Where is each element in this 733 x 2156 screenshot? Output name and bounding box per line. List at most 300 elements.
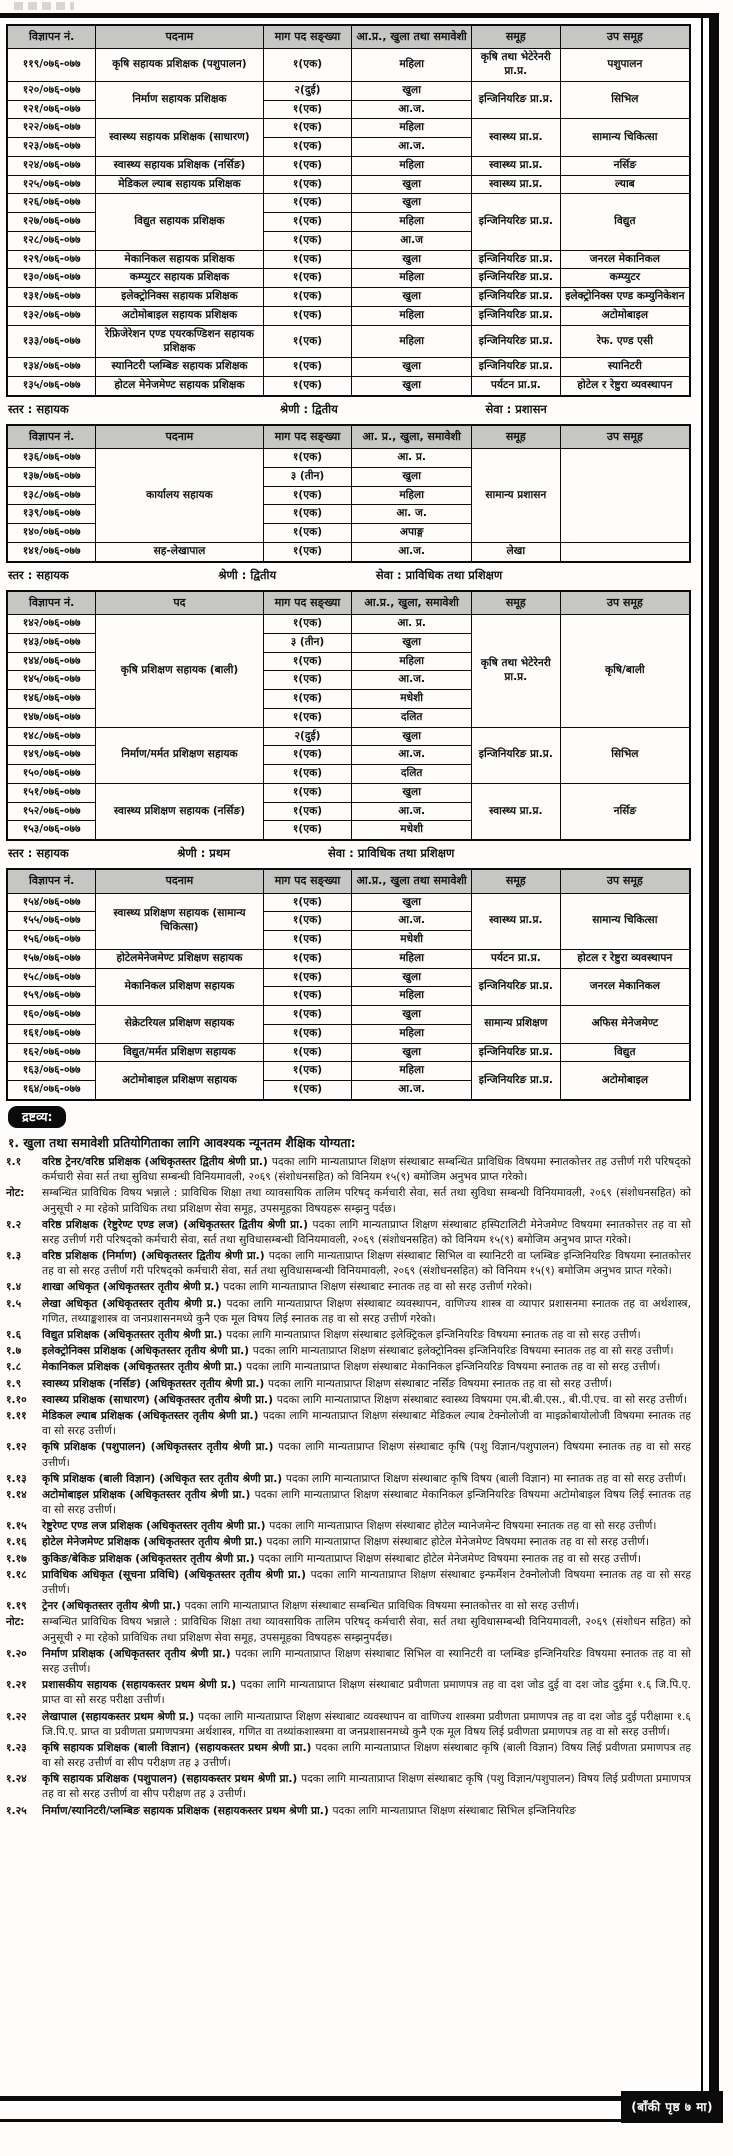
table-header-row — [7, 591, 690, 615]
cell: आ.ज. — [352, 746, 472, 765]
note-number: नोट: — [6, 1186, 25, 1200]
note-number: १.१६ — [6, 1535, 27, 1549]
note-text: सम्बन्धित प्राविधिक विषय भन्नाले : प्राविधिक शिक्षा तथा व्यावसायिक तालिम परिषद् कर्मचारी सेवा, सर्त तथा सुविधासम्बन्धी विनियमावली, २०६९ (संशोधन सहित) को अनुसूची २ मा रहेको प्राविधिक तथा प्रशिक्षण सेवा समूह, उपसमूहका विषयहरू सम्झनुपर्दछ। — [42, 1615, 691, 1644]
cell: जनरल मेकानिकल — [560, 968, 690, 1006]
cell: खुला — [352, 358, 472, 377]
cell: महिला — [352, 486, 472, 505]
column-header: पदनाम — [96, 25, 263, 49]
note-position-title: इलेक्ट्रोनिक्स प्रशिक्षक (अधिकृतस्तर तृतीय श्रेणी प्रा.) — [42, 1344, 253, 1358]
note-number: १.९ — [6, 1376, 22, 1390]
note-text: अटोमोबाइल प्रशिक्षक (अधिकृतस्तर तृतीय श्रेणी प्रा.) पदका लागि मान्यताप्राप्त शिक्षण संस्थाबाट मेकानिकल इन्जिनियरिङ विषयमा अटोमोबाइल विषय लिई स्नातक तह वा सो सरह उत्तीर्ण। — [42, 1487, 691, 1517]
cell: आ.ज — [352, 231, 472, 250]
cell: १४६/०७६-०७७ — [7, 690, 96, 709]
cell: १५७/०७६-०७७ — [7, 949, 96, 968]
table-row — [7, 175, 690, 194]
cell: महिला — [352, 949, 472, 968]
vacancy-table — [6, 590, 691, 841]
cell: नर्सिङ — [560, 783, 690, 840]
cell: १(एक) — [263, 690, 352, 709]
note-number: १.१८ — [6, 1567, 27, 1581]
table-row — [7, 325, 690, 358]
cell: खुला — [352, 1006, 472, 1025]
note-position-title: प्राविधिक अधिकृत (सूचना प्रविधि) (अधिकृतस्तर तृतीय श्रेणी प्रा.) — [42, 1567, 311, 1581]
note-position-title: विद्युत प्रशिक्षक (अधिकृतस्तर तृतीय श्रेणी प्रा.) — [42, 1328, 227, 1341]
table-row — [7, 949, 690, 968]
cell: १२५/०७६-०७७ — [7, 175, 96, 194]
cell: ११९/०७६-०७७ — [7, 49, 96, 82]
cell: १(एक) — [263, 1081, 352, 1100]
cell: स्वास्थ्य प्रशिक्षण सहायक (नर्सिङ) — [96, 783, 263, 840]
cell: महिला — [352, 119, 472, 138]
cell: खुला — [352, 175, 472, 194]
note-item — [6, 1217, 691, 1247]
note-position-title: कृषि सहायक प्रशिक्षक (बाली विज्ञान) (सहायकस्तर प्रथम श्रेणी प्रा.) — [42, 1740, 316, 1754]
cell: महिला — [352, 1062, 472, 1081]
note-item — [6, 1248, 691, 1278]
cell: खुला — [352, 633, 472, 652]
cell: १(एक) — [263, 307, 352, 326]
cell: १३०/०७६-०७७ — [7, 269, 96, 288]
note-item — [6, 1154, 691, 1184]
column-header: समूह — [471, 591, 560, 615]
right-border-thin — [701, 18, 703, 2100]
note-text: सम्बन्धित प्राविधिक विषय भन्नाले : प्राविधिक शिक्षा तथा व्यावसायिक तालिम परिषद् कर्मचारी सेवा, सर्त तथा सुविधा सम्बन्धी विनियमावली, २०६९ (संशोधनसहित) को अनुसूची २ मा रहेको प्राविधिक तथा प्रशिक्षण सेवा समूह, उपसमूहका विषयहरू सम्झनु पर्दछ। — [42, 1186, 691, 1215]
cell: खुला — [352, 194, 472, 213]
note-item — [6, 1296, 691, 1326]
cell: मधेशी — [352, 821, 472, 840]
cell: १(एक) — [263, 358, 352, 377]
cell: सामान्य प्रशिक्षण — [471, 1006, 560, 1044]
note-text: मेकानिकल प्रशिक्षक (अधिकृतस्तर तृतीय श्रेणी प्रा.) पदका लागि मान्यताप्राप्त शिक्षण संस्थाबाट मेकानिकल इन्जिनियरिङ विषयमा स्नातक तह वा सो सरह उत्तीर्ण। — [42, 1360, 661, 1374]
cell: अफिस मेनेजमेण्ट — [560, 1006, 690, 1044]
note-text: लेखा अधिकृत (अधिकृतस्तर तृतीय श्रेणी प्र.) पदका लागि मान्यताप्राप्त शिक्षण संस्थाबाट व्यवस्थापन, वाणिज्य शास्त्र वा व्यापार प्रशासनमा स्नातक तह वा अर्थशास्त्र, गणित, तथ्याङ्कशास्त्र वा जनप्रशासनमध्ये कुनै एक मूल विषय लिई स्नातक तह वा सो सरह उत्तीर्ण गरेको। — [42, 1296, 691, 1325]
cell: विद्युत सहायक प्रशिक्षक — [96, 194, 263, 250]
cell: अटोमोबाइल सहायक प्रशिक्षक — [96, 307, 263, 326]
cell: १(एक) — [263, 912, 352, 931]
cell: सामान्य प्रशासन — [471, 449, 560, 543]
note-number: १.२२ — [6, 1709, 27, 1723]
note-position-title: कृषि सहायक प्रशिक्षक (पशुपालन) (सहायकस्तर प्रथम श्रेणी प्रा.) — [42, 1772, 302, 1786]
table-header-row — [7, 25, 690, 49]
note-item — [6, 1327, 691, 1342]
note-text: स्वास्थ्य प्रशिक्षक (नर्सिङ) (अधिकृतस्तर तृतीय श्रेणी प्रा.) पदका लागि मान्यताप्राप्त शिक्षण संस्थाबाट नर्सिङ विषयमा स्नातक तह वा सो सरह उत्तीर्ण। — [42, 1376, 612, 1390]
note-number: १.२ — [6, 1217, 22, 1231]
cell: स्वास्थ्य प्रा.प्र. — [471, 156, 560, 175]
cell: विद्युत — [560, 1043, 690, 1062]
table-header-row — [7, 425, 690, 449]
table-row — [7, 893, 690, 912]
column-header: माग पद सङ्ख्या — [263, 869, 352, 893]
column-header: पदनाम — [96, 425, 263, 449]
cell: स्यानिटरी — [560, 358, 690, 377]
cell: सह-लेखापाल — [96, 542, 263, 561]
cell: निर्माण/मर्मत प्रशिक्षण सहायक — [96, 727, 263, 783]
note-item — [6, 1567, 691, 1597]
cell: १(एक) — [263, 1043, 352, 1062]
cell: १५८/०७६-०७७ — [7, 968, 96, 987]
column-header: विज्ञापन नं. — [7, 425, 96, 449]
note-position-title: ट्रेनर (अधिकृतस्तर तृतीय श्रेणी प्रा.) — [42, 1599, 185, 1613]
cell: २(दुई) — [263, 727, 352, 746]
note-number: १.१२ — [6, 1440, 27, 1454]
cell: खुला — [352, 81, 472, 100]
table-row — [7, 615, 690, 634]
cell: १३२/०७६-०७७ — [7, 307, 96, 326]
cell: आ.ज. — [352, 912, 472, 931]
note-number: १.१० — [6, 1392, 27, 1406]
cell: १२४/०७६-०७७ — [7, 156, 96, 175]
note-item — [6, 1709, 691, 1739]
cell: होटेलमेनेजमेण्ट प्रशिक्षण सहायक — [96, 949, 263, 968]
note-item — [6, 1518, 691, 1533]
cell: सामान्य चिकित्सा — [560, 119, 690, 157]
cell: १६३/०७६-०७७ — [7, 1062, 96, 1081]
notes-list — [6, 1154, 691, 1818]
continued-on-page-badge: (बाँकी पृष्ठ ७ मा) — [621, 2091, 723, 2123]
vacancy-table — [6, 424, 691, 563]
cell: १(एक) — [263, 931, 352, 950]
note-item — [6, 1343, 691, 1358]
level-grade-service-line-3 — [6, 844, 691, 865]
meta-part: श्रेणी : प्रथम — [177, 846, 231, 861]
vacancy-table-training-assistant-first — [6, 868, 691, 1101]
note-text: निर्माण प्रशिक्षक (अधिकृतस्तर तृतीय श्रेणी प्रा.) पदका लागि मान्यताप्राप्त शिक्षण संस्थाबाट सिभिल वा स्यानिटरी वा प्लम्बिङ इन्जिनियरिङ विषयमा स्नातक तह वा सो सरह उत्तीर्ण। — [42, 1646, 691, 1675]
note-number: १.२१ — [6, 1678, 27, 1692]
cell: १३७/०७६-०७७ — [7, 467, 96, 486]
cell: कम्प्युटर सहायक प्रशिक्षक — [96, 269, 263, 288]
cell: आ. ज. — [352, 505, 472, 524]
column-header: आ. प्र., खुला, समावेशी — [352, 425, 472, 449]
cell: १(एक) — [263, 1006, 352, 1025]
table-row — [7, 727, 690, 746]
cell: लेखा — [471, 542, 560, 561]
cell: ल्याब — [560, 175, 690, 194]
note-item — [6, 1803, 691, 1818]
cell: निर्माण सहायक प्रशिक्षक — [96, 81, 263, 119]
note-text: कुकिङ/बेकिङ प्रशिक्षक (अधिकृतस्तर तृतीय श्रेणी प्रा.) पदका लागि मान्यताप्राप्त शिक्षण संस्थाबाट होटेल मेनेजमेण्ट विषयमा स्नातक तह वा सो सरह उत्तीर्ण। — [42, 1551, 642, 1565]
cell: १(एक) — [263, 783, 352, 802]
note-position-title: रेष्टुरेण्ट एण्ड लज प्रशिक्षक (अधिकृतस्तर तृतीय श्रेणी प्रा.) — [42, 1519, 270, 1533]
cell: १२३/०७६-०७७ — [7, 138, 96, 157]
note-position-title: मेडिकल ल्याब प्रशिक्षक (अधिकृतस्तर तृतीय श्रेणी प्रा.) — [42, 1408, 263, 1422]
vacancy-table — [6, 24, 691, 397]
note-item — [6, 1408, 691, 1438]
table-row — [7, 49, 690, 82]
cell: खुला — [352, 783, 472, 802]
cell: १३३/०७६-०७७ — [7, 325, 96, 358]
cell: १३८/०७६-०७७ — [7, 486, 96, 505]
cell: स्वास्थ्य प्रा.प्र. — [471, 783, 560, 840]
cell: आ. प्र. — [352, 615, 472, 634]
cell: १(एक) — [263, 893, 352, 912]
cell: १२१/०७६-०७७ — [7, 100, 96, 119]
cell: १३१/०७६-०७७ — [7, 288, 96, 307]
note-item — [6, 1376, 691, 1391]
cell: जनरल मेकानिकल — [560, 250, 690, 269]
bottom-border-rule-thin — [0, 2119, 640, 2122]
column-header: माग पद सङ्ख्या — [263, 25, 352, 49]
cell: १(एक) — [263, 194, 352, 213]
cell: आ.ज. — [352, 138, 472, 157]
note-position-title: लेखापाल (सहायकस्तर प्रथम श्रेणी प्र.) — [42, 1709, 199, 1723]
note-position-title: वरिष्ठ प्रशिक्षक (रेष्टुरेण्ट एण्ड लज) (अधिकृतस्तर द्वितीय श्रेणी प्रा.) — [42, 1217, 313, 1231]
note-text: इलेक्ट्रोनिक्स प्रशिक्षक (अधिकृतस्तर तृतीय श्रेणी प्रा.) पदका लागि मान्यताप्राप्त शिक्षण संस्थाबाट इलेक्ट्रोनिक्स इन्जिनियरिङ विषयमा स्नातक तह वा सो सरह उत्तीर्ण। — [42, 1344, 674, 1358]
cell: १(एक) — [263, 615, 352, 634]
cell: १(एक) — [263, 1062, 352, 1081]
note-position-title: शाखा अधिकृत (अधिकृतस्तर तृतीय श्रेणी प्र.) — [42, 1280, 224, 1294]
note-text: कृषि प्रशिक्षक (बाली विज्ञान) (अधिकृत स्तर तृतीय श्रेणी प्रा.) पदका लागि मान्यताप्राप्त शिक्षण संस्थाबाट कृषि विषय (बाली विज्ञान) मा स्नातक तह वा सो सरह उत्तीर्ण। — [42, 1471, 686, 1485]
cell: १४२/०७६-०७७ — [7, 615, 96, 634]
cell: अपाङ्ग — [352, 524, 472, 543]
note-text: शाखा अधिकृत (अधिकृतस्तर तृतीय श्रेणी प्र.) पदका लागि मान्यताप्राप्त शिक्षण संस्थाबाट स्नातक तह वा सो सरह उत्तीर्ण गरेको। — [42, 1280, 533, 1294]
column-header: उप समूह — [560, 25, 690, 49]
cell: सिभिल — [560, 727, 690, 783]
cell: मेकानिकल सहायक प्रशिक्षक — [96, 250, 263, 269]
cell: १(एक) — [263, 175, 352, 194]
note-text: कृषि सहायक प्रशिक्षक (पशुपालन) (सहायकस्तर प्रथम श्रेणी प्रा.) पदका लागि मान्यताप्राप्त शिक्षण संस्थाबाट कृषि (पशु विज्ञान/पशुपालन) विषय लिई प्रवीणता प्रमाणपत्र तह वा सो सरह उत्तीर्ण वा सीप परीक्षण तह ३ उत्तीर्ण। — [42, 1772, 691, 1801]
cell: १(एक) — [263, 449, 352, 468]
note-number: १.१३ — [6, 1471, 27, 1485]
cell: इन्जिनियरिङ प्रा.प्र. — [471, 1062, 560, 1100]
note-number: १.१९ — [6, 1599, 27, 1613]
column-header: विज्ञापन नं. — [7, 869, 96, 893]
note-number: १.७ — [6, 1344, 22, 1358]
cell: १५६/०७६-०७७ — [7, 931, 96, 950]
note-position-title: निर्माण प्रशिक्षक (अधिकृतस्तर तृतीय श्रेणी प्रा.) — [42, 1646, 236, 1660]
cell: महिला — [352, 987, 472, 1006]
vacancy-table — [6, 868, 691, 1101]
note-text: मेडिकल ल्याब प्रशिक्षक (अधिकृतस्तर तृतीय श्रेणी प्रा.) पदका लागि मान्यताप्राप्त शिक्षण संस्थाबाट मेडिकल ल्याब टेक्नोलोजी वा माइक्रोबायोलोजी विषयमा स्नातक तह वा सो सरह उत्तीर्ण। — [42, 1408, 691, 1438]
cell: इन्जिनियरिङ प्रा.प्र. — [471, 358, 560, 377]
table-row — [7, 1043, 690, 1062]
note-position-title: अटोमोबाइल प्रशिक्षक (अधिकृतस्तर तृतीय श्रेणी प्रा.) — [42, 1487, 255, 1501]
cell: १२२/०७६-०७७ — [7, 119, 96, 138]
column-header: विज्ञापन नं. — [7, 25, 96, 49]
notice-content — [6, 24, 691, 2090]
cell: १४४/०७६-०७७ — [7, 652, 96, 671]
cell: कृषि सहायक प्रशिक्षक (पशुपालन) — [96, 49, 263, 82]
note-position-title: होटेल मेनेजमेण्ट प्रशिक्षक (अधिकृतस्तर तृतीय श्रेणी प्रा.) — [42, 1535, 267, 1549]
cell: दलित — [352, 708, 472, 727]
cell: १६१/०७६-०७७ — [7, 1024, 96, 1043]
cell: महिला — [352, 49, 472, 82]
column-header: पद — [96, 591, 263, 615]
cell: मेडिकल ल्याब सहायक प्रशिक्षक — [96, 175, 263, 194]
table-row — [7, 783, 690, 802]
table-row — [7, 968, 690, 987]
cell: होटल मेनेजमेण्ट सहायक प्रशिक्षक — [96, 377, 263, 396]
cell: सिभिल — [560, 81, 690, 119]
level-grade-service-line-2 — [6, 566, 691, 587]
vacancy-table-office-assistant — [6, 424, 691, 563]
note-item — [6, 1740, 691, 1770]
note-text: होटेल मेनेजमेण्ट प्रशिक्षक (अधिकृतस्तर तृतीय श्रेणी प्रा.) पदका लागि मान्यताप्राप्त शिक्षण संस्थाबाट होटेल मेनेजमेण्ट विषयमा स्नातक तह वा सो सरह उत्तीर्ण। — [42, 1535, 650, 1549]
cell: खुला — [352, 377, 472, 396]
note-text: स्वास्थ्य प्रशिक्षक (साधारण) (अधिकृतस्तर तृतीय श्रेणी प्रा.) पदका लागि मान्यताप्राप्त शिक्षण संस्थाबाट स्वास्थ्य विषयमा एम.बी.बी.एस., बी.पी.एच. वा सो सरह उत्तीर्ण। — [42, 1392, 687, 1406]
note-position-title: मेकानिकल प्रशिक्षक (अधिकृतस्तर तृतीय श्रेणी प्रा.) — [42, 1360, 247, 1374]
note-number: १.११ — [6, 1408, 27, 1422]
meta-part: स्तर : सहायक — [8, 846, 69, 861]
level-grade-service-line-1 — [6, 400, 691, 421]
note-text: कृषि प्रशिक्षक (पशुपालन) (अधिकृतस्तर तृतीय श्रेणी प्रा.) पदका लागि मान्यताप्राप्त शिक्षण संस्थाबाट कृषि (पशु विज्ञान/पशुपालन) विषयमा स्नातक तह वा सो सरह उत्तीर्ण। — [42, 1440, 691, 1469]
note-item — [6, 1279, 691, 1294]
note-text: वरिष्ठ प्रशिक्षक (निर्माण) (अधिकृतस्तर द्वितीय श्रेणी प्रा.) पदका लागि मान्यताप्राप्त शिक्षण संस्थाबाट सिभिल वा स्यानिटरी वा प्लम्बिङ इन्जिनियरिङ विषयमा स्नातकोत्तर तह वा सो सरह उत्तीर्ण गरी परिषद्को कर्मचारी सेवा, सर्त तथा सुविधासम्बन्धी विनियमावली, २०६९ (संशोधनसहित) को विनियम १५(९) बमोजिम अनुभव प्राप्त गरेको। — [42, 1249, 691, 1278]
note-text: लेखापाल (सहायकस्तर प्रथम श्रेणी प्र.) पदका लागि मान्यताप्राप्त शिक्षण संस्थाबाट व्यवस्थापन वा वाणिज्य शास्त्रमा प्रवीणता प्रमाणपत्र तह वा दश जोड दुई परीक्षामा १.६ जि.पि.ए. प्राप्त वा प्रवीणता प्रमाणपत्रमा अर्थशास्त्र, गणित वा तथ्यांकशास्त्रमा वा जनप्रशासनमध्ये कुनै एक मूल विषय लिई प्रवीणता प्रमाणपत्र तह वा सो सरह उत्तीर्ण। — [42, 1709, 691, 1738]
cell: १५९/०७६-०७७ — [7, 987, 96, 1006]
table-row — [7, 1006, 690, 1025]
meta-part: श्रेणी : द्वितीय — [218, 567, 277, 582]
cell: १४९/०७६-०७७ — [7, 746, 96, 765]
cell: स्वास्थ्य प्रा.प्र. — [471, 893, 560, 949]
cell: इन्जिनियरिङ प्रा.प्र. — [471, 307, 560, 326]
cell: १४०/०७६-०७७ — [7, 524, 96, 543]
notes-badge: द्रष्टव्य: — [8, 1106, 66, 1128]
column-header: आ.प्र., खुला तथा समावेशी — [352, 869, 472, 893]
cell: १६०/०७६-०७७ — [7, 1006, 96, 1025]
cell: १(एक) — [263, 671, 352, 690]
cell: १(एक) — [263, 949, 352, 968]
note-number: १.४ — [6, 1280, 22, 1294]
cell: १(एक) — [263, 746, 352, 765]
column-header: समूह — [471, 869, 560, 893]
note-text: प्राविधिक अधिकृत (सूचना प्रविधि) (अधिकृतस्तर तृतीय श्रेणी प्रा.) पदका लागि मान्यताप्राप्त शिक्षण संस्थाबाट इन्फर्मेशन टेक्नोलोजी विषयमा स्नातक तह वा सो सरह उत्तीर्ण। — [42, 1567, 691, 1596]
note-text: रेष्टुरेण्ट एण्ड लज प्रशिक्षक (अधिकृतस्तर तृतीय श्रेणी प्रा.) पदका लागि मान्यताप्राप्त शिक्षण संस्थाबाट होटेल म्यानेजमेन्ट विषयमा स्नातक तह वा सो सरह उत्तीर्ण। — [42, 1519, 657, 1533]
cell: महिला — [352, 213, 472, 232]
note-item — [6, 1439, 691, 1469]
note-number: १.२४ — [6, 1772, 27, 1786]
cell: खुला — [352, 893, 472, 912]
note-number: १.५ — [6, 1296, 22, 1310]
cell: २(दुई) — [263, 81, 352, 100]
table-row — [7, 269, 690, 288]
cell: खुला — [352, 1043, 472, 1062]
cell: १(एक) — [263, 987, 352, 1006]
column-header: उप समूह — [560, 425, 690, 449]
note-item — [6, 1614, 691, 1644]
cell: १(एक) — [263, 505, 352, 524]
cell: मधेशी — [352, 690, 472, 709]
cell: इलेक्ट्रोनिक्स एण्ड कम्युनिकेशन — [560, 288, 690, 307]
cell — [560, 449, 690, 543]
cell: कृषि/बाली — [560, 615, 690, 728]
note-item — [6, 1471, 691, 1486]
cell: अटोमोबाइल — [560, 1062, 690, 1100]
cell: १(एक) — [263, 156, 352, 175]
cell: १२९/०७६-०७७ — [7, 250, 96, 269]
cell: १४५/०७६-०७७ — [7, 671, 96, 690]
vacancy-table-assistant-instructor — [6, 24, 691, 397]
cell: इलेक्ट्रोनिक्स सहायक प्रशिक्षक — [96, 288, 263, 307]
cell: १४१/०७६-०७७ — [7, 542, 96, 561]
cell: महिला — [352, 156, 472, 175]
note-number: १.१७ — [6, 1551, 27, 1565]
note-number: १.१ — [6, 1154, 22, 1168]
column-header: पदनाम — [96, 869, 263, 893]
cell: खुला — [352, 727, 472, 746]
note-item — [6, 1677, 691, 1707]
note-item — [6, 1646, 691, 1676]
note-item — [6, 1771, 691, 1801]
note-position-title: कुकिङ/बेकिङ प्रशिक्षक (अधिकृतस्तर तृतीय श्रेणी प्रा.) — [42, 1551, 259, 1565]
meta-part: स्तर : सहायक — [8, 567, 69, 582]
cell: इन्जिनियरिङ प्रा.प्र. — [471, 288, 560, 307]
meta-part: सेवा : प्रशासन — [485, 401, 547, 416]
table-row — [7, 250, 690, 269]
cell: इन्जिनियरिङ प्रा.प्र. — [471, 194, 560, 250]
cell: मधेशी — [352, 931, 472, 950]
cell: आ.ज. — [352, 542, 472, 561]
meta-part: सेवा : प्राविधिक तथा प्रशिक्षण — [327, 846, 455, 861]
right-border-thick — [709, 18, 719, 2100]
cell: १(एक) — [263, 486, 352, 505]
cell: इन्जिनियरिङ प्रा.प्र. — [471, 325, 560, 358]
cell: कृषि तथा भेटेरेनरी प्रा.प्र. — [471, 615, 560, 728]
table-header-row — [7, 869, 690, 893]
cell: पर्यटन प्रा.प्र. — [471, 949, 560, 968]
cell: १५२/०७६-०७७ — [7, 802, 96, 821]
cell: पर्यटन प्रा.प्र. — [471, 377, 560, 396]
cell: इन्जिनियरिङ प्रा.प्र. — [471, 1043, 560, 1062]
cell: १(एक) — [263, 288, 352, 307]
cell: १(एक) — [263, 231, 352, 250]
table-row — [7, 156, 690, 175]
note-text: वरिष्ठ प्रशिक्षक (रेष्टुरेण्ट एण्ड लज) (अधिकृतस्तर द्वितीय श्रेणी प्रा.) पदका लागि मान्यताप्राप्त शिक्षण संस्थाबाट हस्पिटालिटी मेनेजमेण्ट विषयमा स्नातकोत्तर तह वा सो सरह उत्तीर्ण गरी परिषद्को कर्मचारी सेवा, सर्त तथा सुविधासम्बन्धी विनियमावली, २०६९ (संशोधनसहित) को विनियम १५(९) बमोजिम अनुभव प्राप्त गरेको। — [42, 1217, 691, 1246]
cell: ३ (तीन) — [263, 467, 352, 486]
cell: स्वास्थ्य प्रशिक्षण सहायक (सामान्य चिकित्सा) — [96, 893, 263, 949]
cell: १(एक) — [263, 269, 352, 288]
cell: १(एक) — [263, 377, 352, 396]
cell: कृषि तथा भेटेरेनरी प्रा.प्र. — [471, 49, 560, 82]
cell: १२७/०७६-०७७ — [7, 213, 96, 232]
cell: १(एक) — [263, 250, 352, 269]
column-header: विज्ञापन नं. — [7, 591, 96, 615]
note-number: १.६ — [6, 1328, 22, 1341]
note-text: विद्युत प्रशिक्षक (अधिकृतस्तर तृतीय श्रेणी प्रा.) पदका लागि मान्यताप्राप्त शिक्षण संस्थाबाट इलेक्ट्रिकल इन्जिनियरिङ विषयमा स्नातक तह वा सो सरह उत्तीर्ण। — [42, 1328, 641, 1341]
cell: सामान्य चिकित्सा — [560, 893, 690, 949]
cell: रेफ. एण्ड एसी — [560, 325, 690, 358]
cell: १२०/०७६-०७७ — [7, 81, 96, 100]
cell: खुला — [352, 467, 472, 486]
cell: पशुपालन — [560, 49, 690, 82]
note-number: नोट: — [6, 1615, 25, 1629]
cell: १(एक) — [263, 765, 352, 784]
note-position-title: लेखा अधिकृत (अधिकृतस्तर तृतीय श्रेणी प्र.) — [42, 1296, 227, 1310]
table-row — [7, 307, 690, 326]
note-item — [6, 1359, 691, 1374]
cell: १५४/०७६-०७७ — [7, 893, 96, 912]
cell: महिला — [352, 1024, 472, 1043]
column-header: समूह — [471, 25, 560, 49]
note-item — [6, 1392, 691, 1407]
note-position-title: स्वास्थ्य प्रशिक्षक (साधारण) (अधिकृतस्तर तृतीय श्रेणी प्रा.) — [42, 1392, 277, 1406]
cell: १२६/०७६-०७७ — [7, 194, 96, 213]
note-text: ट्रेनर (अधिकृतस्तर तृतीय श्रेणी प्रा.) पदका लागि मान्यताप्राप्त शिक्षण संस्थाबाट सम्बन्धित प्राविधिक विषयमा स्नातकोत्तर वा सो सरह उत्तीर्ण। — [42, 1599, 579, 1613]
cell: कार्यालय सहायक — [96, 449, 263, 543]
cell: १(एक) — [263, 542, 352, 561]
meta-part: स्तर : सहायक — [8, 401, 69, 416]
table-row — [7, 119, 690, 138]
cell: १(एक) — [263, 325, 352, 358]
notes-heading: १. खुला तथा समावेशी प्रतियोगिताका लागि आवश्यक न्यूनतम शैक्षिक योग्यता: — [8, 1135, 356, 1150]
column-header: आ.प्र., खुला, समावेशी — [352, 591, 472, 615]
note-position-title: वरिष्ठ प्रशिक्षक (निर्माण) (अधिकृतस्तर द्वितीय श्रेणी प्रा.) — [42, 1249, 269, 1263]
note-number: १.१५ — [6, 1519, 27, 1533]
top-border-rule — [0, 13, 719, 18]
cell: १५१/०७६-०७७ — [7, 783, 96, 802]
note-item — [6, 1551, 691, 1566]
table-row — [7, 194, 690, 213]
table-row — [7, 81, 690, 100]
